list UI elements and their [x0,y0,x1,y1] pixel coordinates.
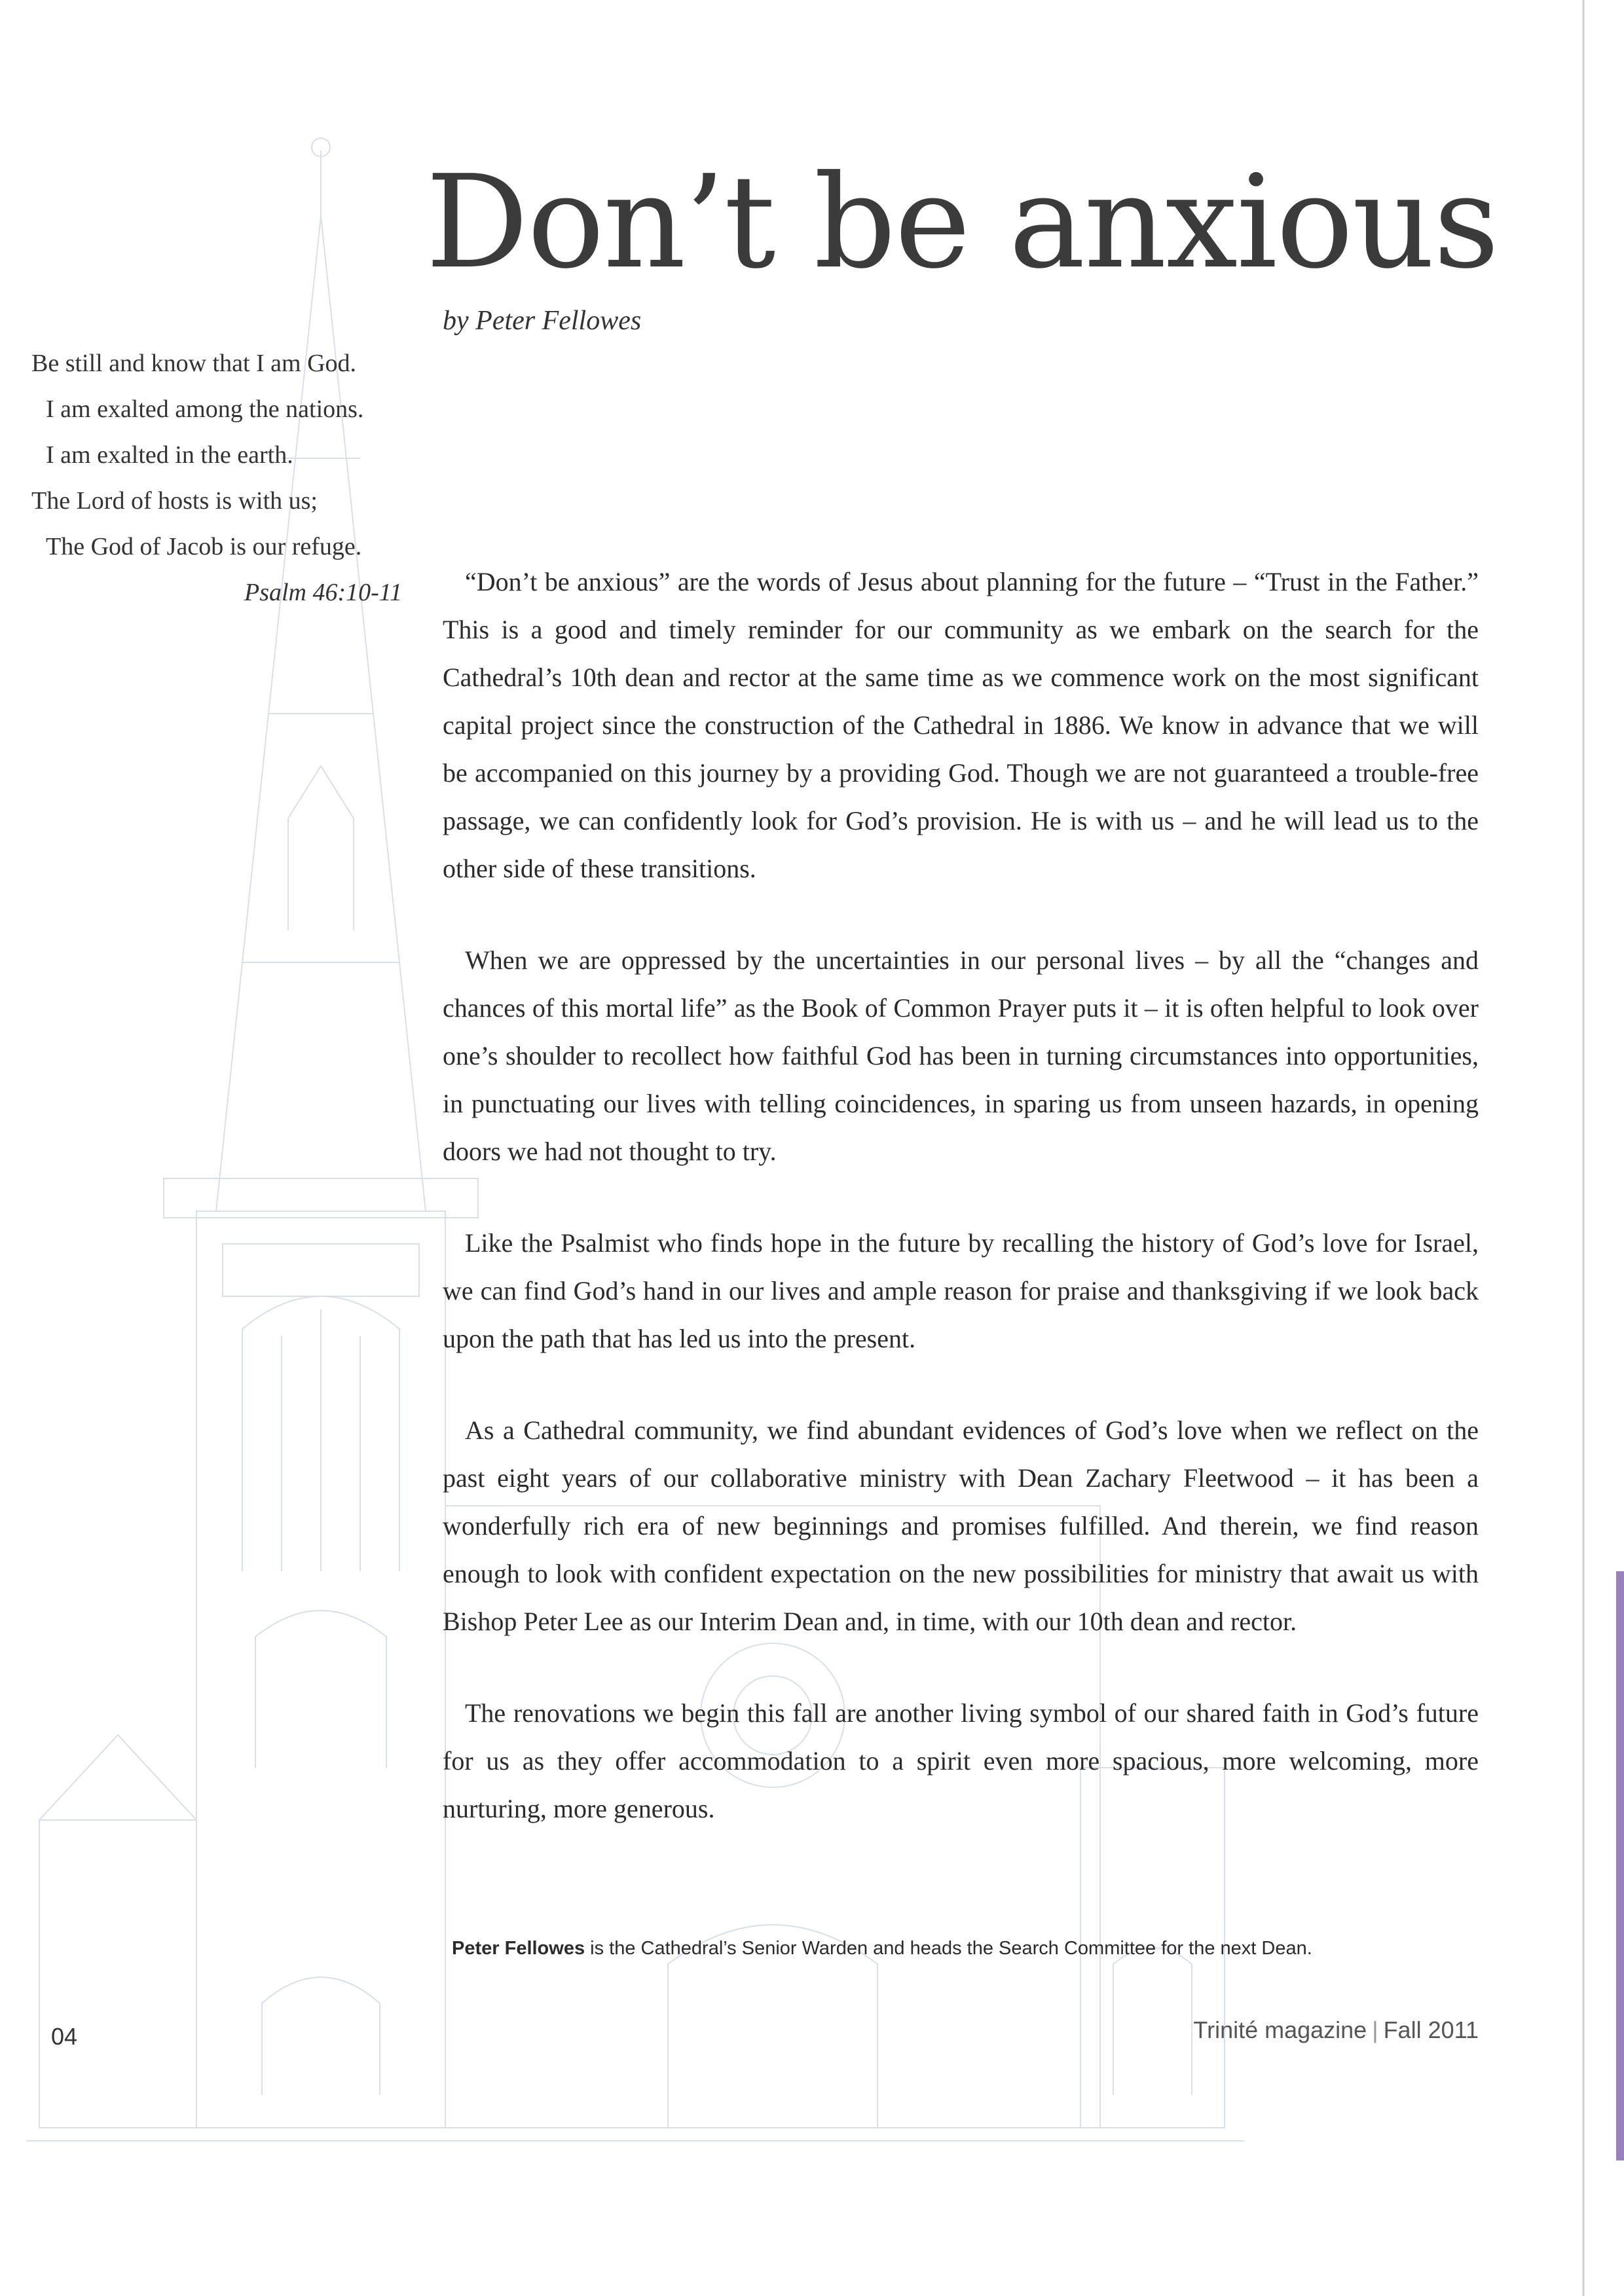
psalm-reference: Psalm 46:10-11 [244,579,402,606]
psalm-epigraph [26,340,419,615]
article-paragraph: “Don’t be anxious” are the words of Jesus about planning for the future – “Trust in the Father.” This is a good and timely reminder for our community as we embark on the search for the Cathedral’s 10th dean and rector at the same time as we commence work on the most significant capital project since the construction of the Cathedral in 1886. We know in advance that we will be accompanied on this journey by a providing God. Though we are not guaranteed a trouble-free passage, we can confidently look for God’s provision. He is with us – and he will lead us to the other side of these transitions. [443,567,1479,883]
footer-divider: | [1372,2016,1378,2043]
psalm-line: I am exalted in the earth. [46,441,293,469]
author-bio-name: Peter Fellowes [452,1938,585,1959]
article-byline: by Peter Fellowes [443,306,642,336]
article-paragraph: The renovations we begin this fall are another living symbol of our shared faith in God’s future for us as they offer accommodation to a spirit even more spacious, more welcoming, more nurturing, more generous. [443,1698,1479,1823]
publication-footer [1166,2016,1479,2044]
article-paragraph: As a Cathedral community, we find abundant evidences of God’s love when we reflect on the past eight years of our collaborative ministry with Dean Zachary Fleetwood – it has been a wonderfully rich era of new beginnings and promises fulfilled. And therein, we find reason enough to look with confident expectation on the new possibilities for ministry that await us with Bishop Peter Lee as our Interim Dean and, in time, with our 10th dean and rector. [443,1415,1479,1636]
psalm-line: The Lord of hosts is with us; [31,487,318,515]
psalm-line: The God of Jacob is our refuge. [46,533,362,560]
article-paragraph: Like the Psalmist who finds hope in the future by recalling the history of God’s love for Israel, we can find God’s hand in our lives and ample reason for praise and thanksgiving if we look back upon the path that has led us into the present. [443,1228,1479,1353]
article-title: Don’t be anxious [426,148,1498,297]
publication-name: Trinité magazine [1193,2016,1367,2043]
issue-label: Fall 2011 [1383,2016,1479,2043]
page-number: 04 [51,2023,78,2050]
article-paragraph: When we are oppressed by the uncertainties in our personal lives – by all the “changes and chances of this mortal life” as the Book of Common Prayer puts it – it is often helpful to look over one’s shoulder to recollect how faithful God has been in turning circumstances into opportunities, in punctuating our lives with telling coincidences, in sparing us from unseen hazards, in opening doors we had not thought to try. [443,945,1479,1166]
author-bio [452,1938,1500,1959]
article-body [443,558,1479,1832]
psalm-line: Be still and know that I am God. [31,350,357,377]
author-bio-text: is the Cathedral’s Senior Warden and heads the Search Committee for the next Dean. [585,1938,1312,1959]
psalm-line: I am exalted among the nations. [46,395,364,423]
